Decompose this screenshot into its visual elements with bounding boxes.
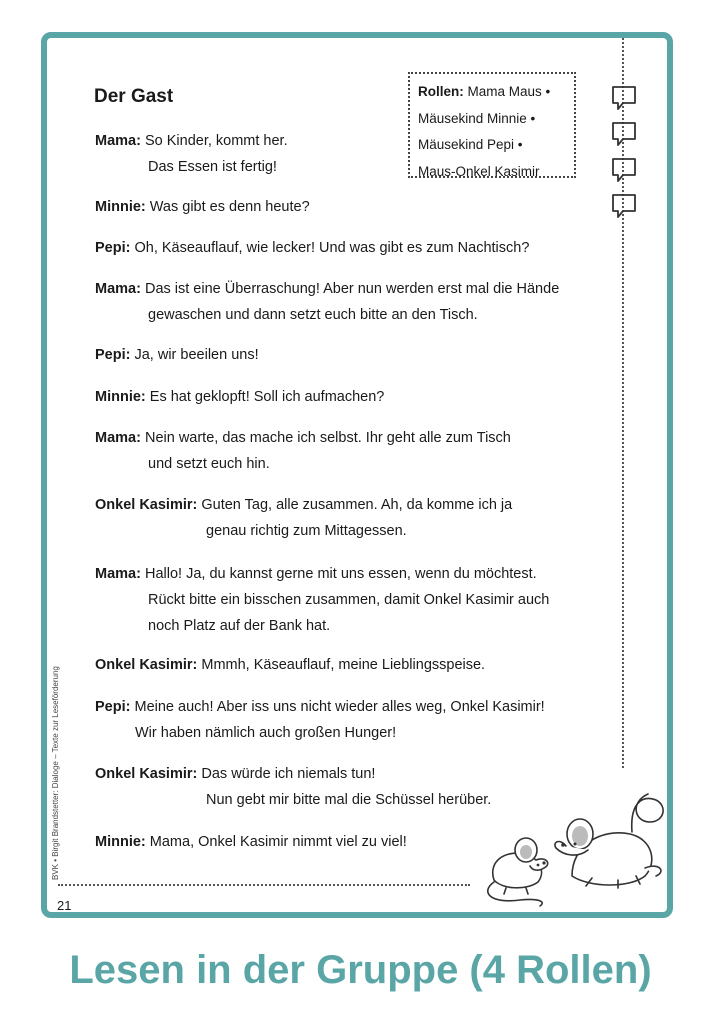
dialogue-line <box>95 694 545 746</box>
line-continuation: Wir haben nämlich auch großen Hunger! <box>135 725 397 741</box>
line-continuation: Nun gebt mir bitte mal die Schüssel herüber. <box>206 792 492 808</box>
dialogue-line <box>95 276 559 328</box>
line-text: Ja, wir beeilen uns! <box>134 347 259 363</box>
speaker-name: Mama: <box>95 430 141 446</box>
dialogue-line <box>95 829 407 855</box>
dialogue-line <box>95 425 511 477</box>
speaker-name: Minnie: <box>95 834 146 850</box>
dotted-divider-horizontal <box>58 884 470 886</box>
dialogue-line <box>95 761 491 813</box>
role-item: Mäusekind Pepi • <box>418 137 523 152</box>
speech-bubble-icon <box>610 192 638 220</box>
speaker-name: Onkel Kasimir: <box>95 497 198 513</box>
dialogue-line <box>95 128 288 180</box>
speaker-name: Pepi: <box>95 240 131 256</box>
dialogue-line <box>95 652 485 678</box>
speaker-name: Pepi: <box>95 699 131 715</box>
line-text: Mama, Onkel Kasimir nimmt viel zu viel! <box>149 834 407 850</box>
line-text: Nein warte, das mache ich selbst. Ihr geht alle zum Tisch <box>144 430 511 446</box>
speaker-name: Pepi: <box>95 347 131 363</box>
line-text: Guten Tag, alle zusammen. Ah, da komme ich ja <box>201 497 513 513</box>
line-continuation: genau richtig zum Mittagessen. <box>206 523 407 539</box>
dialogue-line <box>95 342 259 368</box>
footer-caption: Lesen in der Gruppe (4 Rollen) <box>69 948 652 992</box>
line-text: Hallo! Ja, du kannst gerne mit uns essen, wenn du möchtest. <box>144 566 537 582</box>
speech-bubble-icon <box>610 120 638 148</box>
speaker-name: Onkel Kasimir: <box>95 766 198 782</box>
line-text: So Kinder, kommt her. <box>144 133 288 149</box>
line-continuation: noch Platz auf der Bank hat. <box>148 618 331 634</box>
line-text: Das ist eine Überraschung! Aber nun werden erst mal die Hände <box>144 281 560 297</box>
line-continuation: gewaschen und dann setzt euch bitte an den Tisch. <box>148 307 478 323</box>
speaker-name: Mama: <box>95 281 141 297</box>
dialogue-line <box>95 194 310 220</box>
roles-box <box>408 72 576 178</box>
dialogue-line <box>95 235 529 261</box>
line-text: Das würde ich niemals tun! <box>201 766 376 782</box>
speaker-name: Onkel Kasimir: <box>95 657 198 673</box>
speaker-name: Minnie: <box>95 389 146 405</box>
dialogue-line <box>95 384 384 410</box>
page-number: 21 <box>57 898 72 913</box>
role-item: Mäusekind Minnie • <box>418 110 536 126</box>
role-item: Mama Maus • <box>467 84 551 99</box>
speaker-name: Mama: <box>95 566 141 582</box>
speaker-name: Mama: <box>95 133 141 149</box>
line-text: Was gibt es denn heute? <box>149 199 310 215</box>
speaker-name: Minnie: <box>95 199 146 215</box>
dialogue-line <box>95 492 512 544</box>
speech-bubble-icon <box>610 84 638 112</box>
publisher-credit: BVK • Birgit Brandstetter: Dialoge – Texte zur Leseförderung <box>51 666 60 880</box>
line-text: Meine auch! Aber iss uns nicht wieder alles weg, Onkel Kasimir! <box>134 699 545 715</box>
line-continuation: Rückt bitte ein bisschen zusammen, damit Onkel Kasimir auch <box>148 592 550 608</box>
line-text: Mmmh, Käseauflauf, meine Lieblingsspeise. <box>201 657 486 673</box>
role-item: Maus-Onkel Kasimir <box>418 163 540 179</box>
line-text: Es hat geklopft! Soll ich aufmachen? <box>149 389 385 405</box>
line-text: Oh, Käseauflauf, wie lecker! Und was gibt es zum Nachtisch? <box>134 240 530 256</box>
dialogue-line <box>95 561 549 639</box>
roles-label: Rollen: <box>418 84 464 99</box>
speech-bubble-icon <box>610 156 638 184</box>
line-continuation: Das Essen ist fertig! <box>148 159 277 175</box>
line-continuation: und setzt euch hin. <box>148 456 270 472</box>
page-title: Der Gast <box>94 86 174 107</box>
mice-illustration <box>480 776 670 910</box>
